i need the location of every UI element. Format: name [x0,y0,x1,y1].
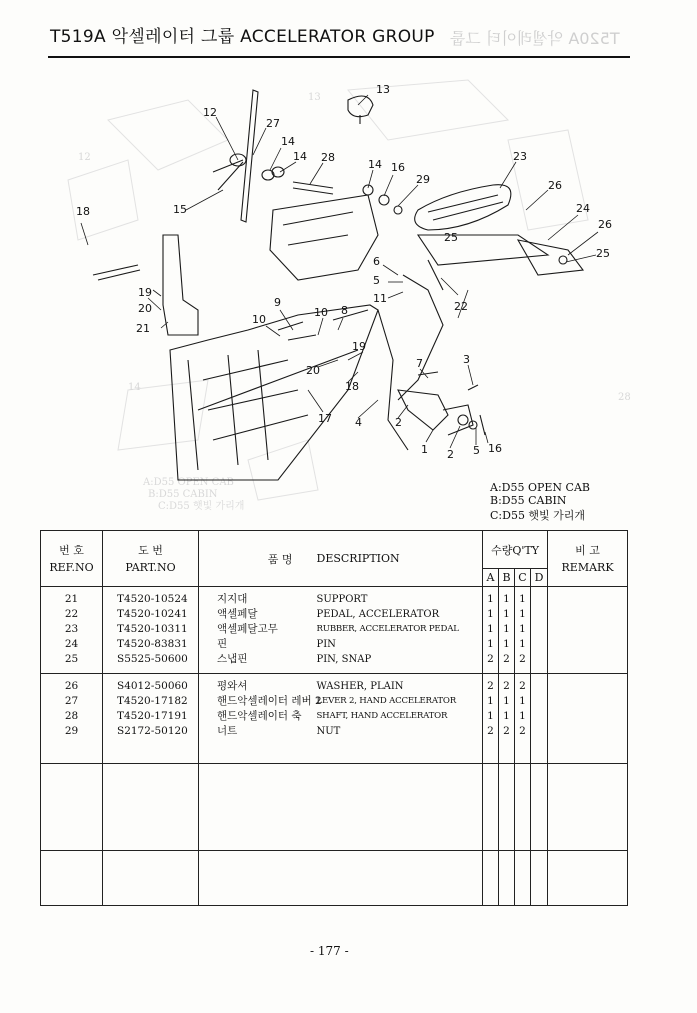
parts-table [40,530,628,906]
empty-group3-remark [548,764,628,851]
svg-text:14: 14 [128,382,141,393]
callout-18b: 18 [345,380,359,393]
empty-group4-ref [41,851,103,906]
table-row-a: 2 [487,725,494,737]
table-row-name: 너트 [217,725,238,737]
callout-20b: 20 [306,364,320,377]
table-row-c: 2 [519,680,526,692]
table-row-desc: PIN, SNAP [316,654,372,665]
ref-header: 번 호 REF.NO [41,531,103,587]
page-number: - 177 - [310,944,349,958]
qty-col-b: B [499,569,515,587]
group2-ref [41,674,103,764]
callout-3: 3 [463,353,470,366]
table-row-b: 1 [503,695,510,707]
qty-col-d: D [531,569,548,587]
callout-12: 12 [203,106,217,119]
table-row-b: 2 [503,725,510,737]
callout-28: 28 [321,151,335,164]
svg-text:B:D55 CABIN: B:D55 CABIN [148,489,218,500]
callout-17: 17 [318,412,332,425]
group1-qty-d [531,587,548,674]
legend-c: C:D55 햇빛 가리개 [490,509,586,522]
group1-name [199,587,311,674]
table-row-ref: 26 [64,680,79,692]
table-row-part: T4520-83831 [117,638,188,650]
qty-header: 수량Q'TY [483,531,548,569]
callout-16b: 16 [488,442,502,455]
table-row-c: 1 [519,608,526,620]
group2-qty-c [515,674,531,764]
group1-qty-b [499,587,515,674]
qty-col-a: A [483,569,499,587]
callout-19: 19 [138,286,152,299]
callout-8: 8 [341,304,348,317]
table-row-part: T4520-17191 [117,710,188,722]
group1-desc [311,587,483,674]
empty-group4-desc [311,851,483,906]
empty-group4-name [199,851,311,906]
table-row-name: 액셀페달고무 [217,623,278,635]
title-rule [48,56,630,58]
legend-a: A:D55 OPEN CAB [490,481,590,494]
table-row-part: T4520-10311 [117,623,188,635]
table-row-a: 1 [487,593,494,605]
callout-16: 16 [391,161,405,174]
empty-group4-remark [548,851,628,906]
group1-remark [548,587,628,674]
description-header: DESCRIPTION [311,531,483,587]
table-row-ref: 24 [64,638,79,650]
callout-13: 13 [376,83,390,96]
callout-25b: 25 [444,231,458,244]
table-row-part: T4520-17182 [117,695,188,707]
table-row-b: 1 [503,608,510,620]
table-row-b: 2 [503,680,510,692]
page-title: T519A 악셀레이터 그룹 ACCELERATOR GROUP [50,27,435,47]
callout-24: 24 [576,202,590,215]
group1-part [103,587,199,674]
legend-b: B:D55 CABIN [490,494,567,507]
svg-text:12: 12 [78,152,91,163]
callout-14: 14 [281,135,295,148]
part-header: 도 번 PART.NO [103,531,199,587]
empty-group3-qd [531,764,548,851]
exploded-parts-diagram [48,60,648,510]
table-row-c: 1 [519,593,526,605]
table-row-a: 1 [487,623,494,635]
table-row-b: 1 [503,623,510,635]
table-row-desc: SHAFT, HAND ACCELERATOR [316,711,448,721]
table-row-desc: PIN [316,639,336,650]
svg-text:A:D55 OPEN CAB: A:D55 OPEN CAB [143,477,234,488]
callout-9: 9 [274,296,281,309]
table-row-desc: SUPPORT [316,594,368,605]
group1-qty-a [483,587,499,674]
table-row-name: 스냅핀 [217,653,248,665]
callout-7: 7 [416,357,423,370]
table-row-part: T4520-10241 [117,608,188,620]
table-row-desc: NUT [316,726,341,737]
empty-group3-part [103,764,199,851]
group2-name [199,674,322,764]
empty-group4-qc [515,851,531,906]
empty-group3-qb [499,764,515,851]
table-row-b: 1 [503,593,510,605]
group2-remark [548,674,628,764]
callout-2: 2 [395,416,402,429]
callout-29: 29 [416,173,430,186]
table-row-b: 1 [503,638,510,650]
empty-group4-part [103,851,199,906]
table-row-c: 2 [519,653,526,665]
table-row-name: 지지대 [217,593,248,605]
table-row-ref: 28 [64,710,79,722]
callout-5b: 5 [473,444,480,457]
empty-group3-name [199,764,311,851]
table-row-part: S2172-50120 [117,725,188,737]
table-row-c: 2 [519,725,526,737]
table-row-ref: 21 [64,593,79,605]
table-row-ref: 22 [64,608,79,620]
table-row-c: 1 [519,695,526,707]
callout-4: 4 [355,416,362,429]
leader-lines [81,95,598,448]
table-row-name: 액셀페달 [217,608,258,620]
empty-group3-desc [311,764,483,851]
svg-text:13: 13 [308,92,321,103]
empty-group3-qc [515,764,531,851]
group1-qty-c [515,587,531,674]
callout-18: 18 [76,205,90,218]
table-row-ref: 23 [64,623,79,635]
callout-14b: 14 [293,150,307,163]
table-row-a: 1 [487,695,494,707]
empty-group4-qd [531,851,548,906]
table-row-part: S4012-50060 [117,680,188,692]
callout-15: 15 [173,203,187,216]
callout-21: 21 [136,322,150,335]
table-row-desc: WASHER, PLAIN [316,681,404,692]
svg-text:28: 28 [618,392,631,403]
table-row-name: 핸드악셀레이터 축 [217,710,302,722]
remark-header: 비 고 REMARK [548,531,628,587]
callout-10b: 10 [314,306,328,319]
bleed-through-labels [78,92,631,512]
group2-qty-d [531,674,548,764]
table-row-desc: PEDAL, ACCELERATOR [316,609,440,620]
table-row-name: 핀 [217,638,228,650]
group2-desc [311,674,483,764]
table-row-c: 1 [519,623,526,635]
empty-group3-ref [41,764,103,851]
table-row-name: 핸드악셀레이터 레버 2 [217,695,322,707]
table-row-ref: 27 [64,695,79,707]
table-row-ref: 29 [64,725,79,737]
callout-14c: 14 [368,158,382,171]
callout-1: 1 [421,443,428,456]
bleed-through-title: T520A 악셀레이터 그룹 [450,29,620,48]
callout-26: 26 [548,179,562,192]
svg-text:C:D55 햇빛 가리개: C:D55 햇빛 가리개 [158,501,245,512]
callout-26b: 26 [598,218,612,231]
empty-group4-qb [499,851,515,906]
table-row-desc: RUBBER, ACCELERATOR PEDAL [316,624,459,634]
group2-qty-b [499,674,515,764]
table-row-c: 1 [519,710,526,722]
callout-22: 22 [454,300,468,313]
table-row-c: 1 [519,638,526,650]
callout-5: 5 [373,274,380,287]
callout-19b: 19 [352,340,366,353]
table-row-name: 평와셔 [217,680,248,692]
callout-27: 27 [266,117,280,130]
group2-part [103,674,199,764]
table-row-ref: 25 [64,653,79,665]
table-row-b: 2 [503,653,510,665]
group1-ref [41,587,103,674]
callout-23: 23 [513,150,527,163]
table-row-b: 1 [503,710,510,722]
table-row-a: 1 [487,638,494,650]
qty-col-c: C [515,569,531,587]
group2-qty-a [483,674,499,764]
table-row-part: S5525-50600 [117,653,188,665]
table-row-a: 2 [487,680,494,692]
empty-group3-qa [483,764,499,851]
table-row-a: 2 [487,653,494,665]
table-row-part: T4520-10524 [117,593,188,605]
callout-2b: 2 [447,448,454,461]
table-row-a: 1 [487,608,494,620]
callout-20: 20 [138,302,152,315]
callout-25: 25 [596,247,610,260]
name-header: 품 명 [199,531,311,587]
callout-6: 6 [373,255,380,268]
table-row-desc: LEVER 2, HAND ACCELERATOR [316,696,456,706]
callout-11: 11 [373,292,387,305]
empty-group4-qa [483,851,499,906]
table-row-a: 1 [487,710,494,722]
callout-10: 10 [252,313,266,326]
